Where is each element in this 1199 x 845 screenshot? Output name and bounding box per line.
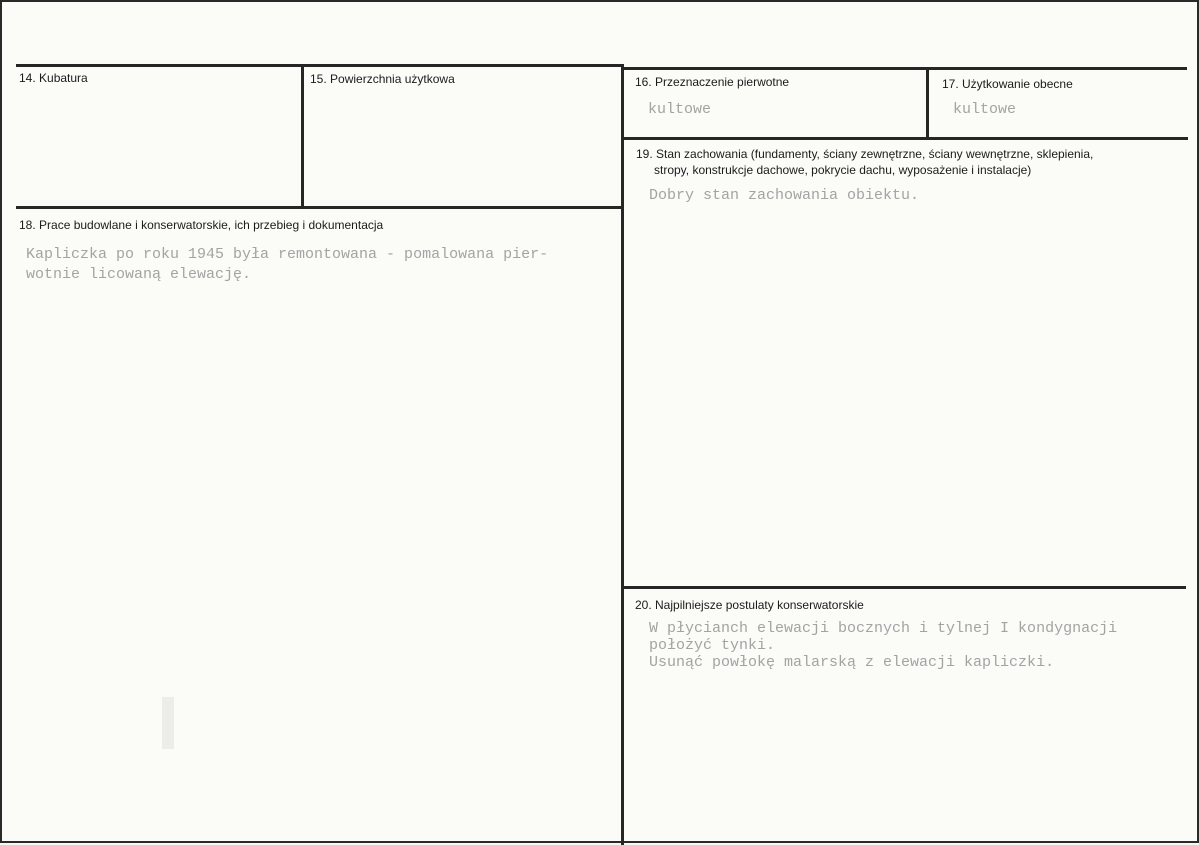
rule-above-20 <box>621 586 1186 589</box>
field-20-label: 20. Najpilniejsze postulaty konserwatorskie <box>635 598 864 612</box>
field-17-value: kultowe <box>953 101 1017 118</box>
field-16-value: kultowe <box>648 101 712 118</box>
field-18-line-2: wotnie licowaną elewację. <box>26 266 252 283</box>
field-17-label: 17. Użytkowanie obecne <box>942 77 1073 91</box>
field-18-label: 18. Prace budowlane i konserwatorskie, ich przebieg i dokumentacja <box>19 218 384 232</box>
field-18-line-1: Kapliczka po roku 1945 była remontowana - pomalowana pier- <box>26 246 549 263</box>
divider-14-15 <box>301 65 304 207</box>
divider-16-17 <box>926 68 929 138</box>
field-19-label-line-1: 19. Stan zachowania (fundamenty, ściany zewnętrzne, ściany wewnętrzne, sklepienia, <box>636 147 1094 161</box>
field-19-value: Dobry stan zachowania obiektu. <box>649 187 920 204</box>
field-16-label: 16. Przeznaczenie pierwotne <box>635 75 790 89</box>
main-vertical-divider <box>621 66 624 845</box>
field-19-label-line-2: stropy, konstrukcje dachowe, pokrycie dachu, wyposażenie i instalacje) <box>654 163 1032 177</box>
field-15-label: 15. Powierzchnia użytkowa <box>310 72 455 86</box>
top-rule-right <box>624 67 1187 70</box>
field-20-line-1: W płycianch elewacji bocznych i tylnej I kondygnacji <box>649 620 1118 637</box>
rule-below-14-15 <box>16 206 622 209</box>
field-14-label: 14. Kubatura <box>19 71 88 85</box>
paper-smudge <box>162 697 174 749</box>
top-rule-left <box>16 64 624 67</box>
field-20-line-2: położyć tynki. <box>649 637 776 654</box>
rule-below-16-17 <box>623 137 1188 140</box>
field-20-line-3: Usunąć powłokę malarską z elewacji kapliczki. <box>649 654 1055 671</box>
